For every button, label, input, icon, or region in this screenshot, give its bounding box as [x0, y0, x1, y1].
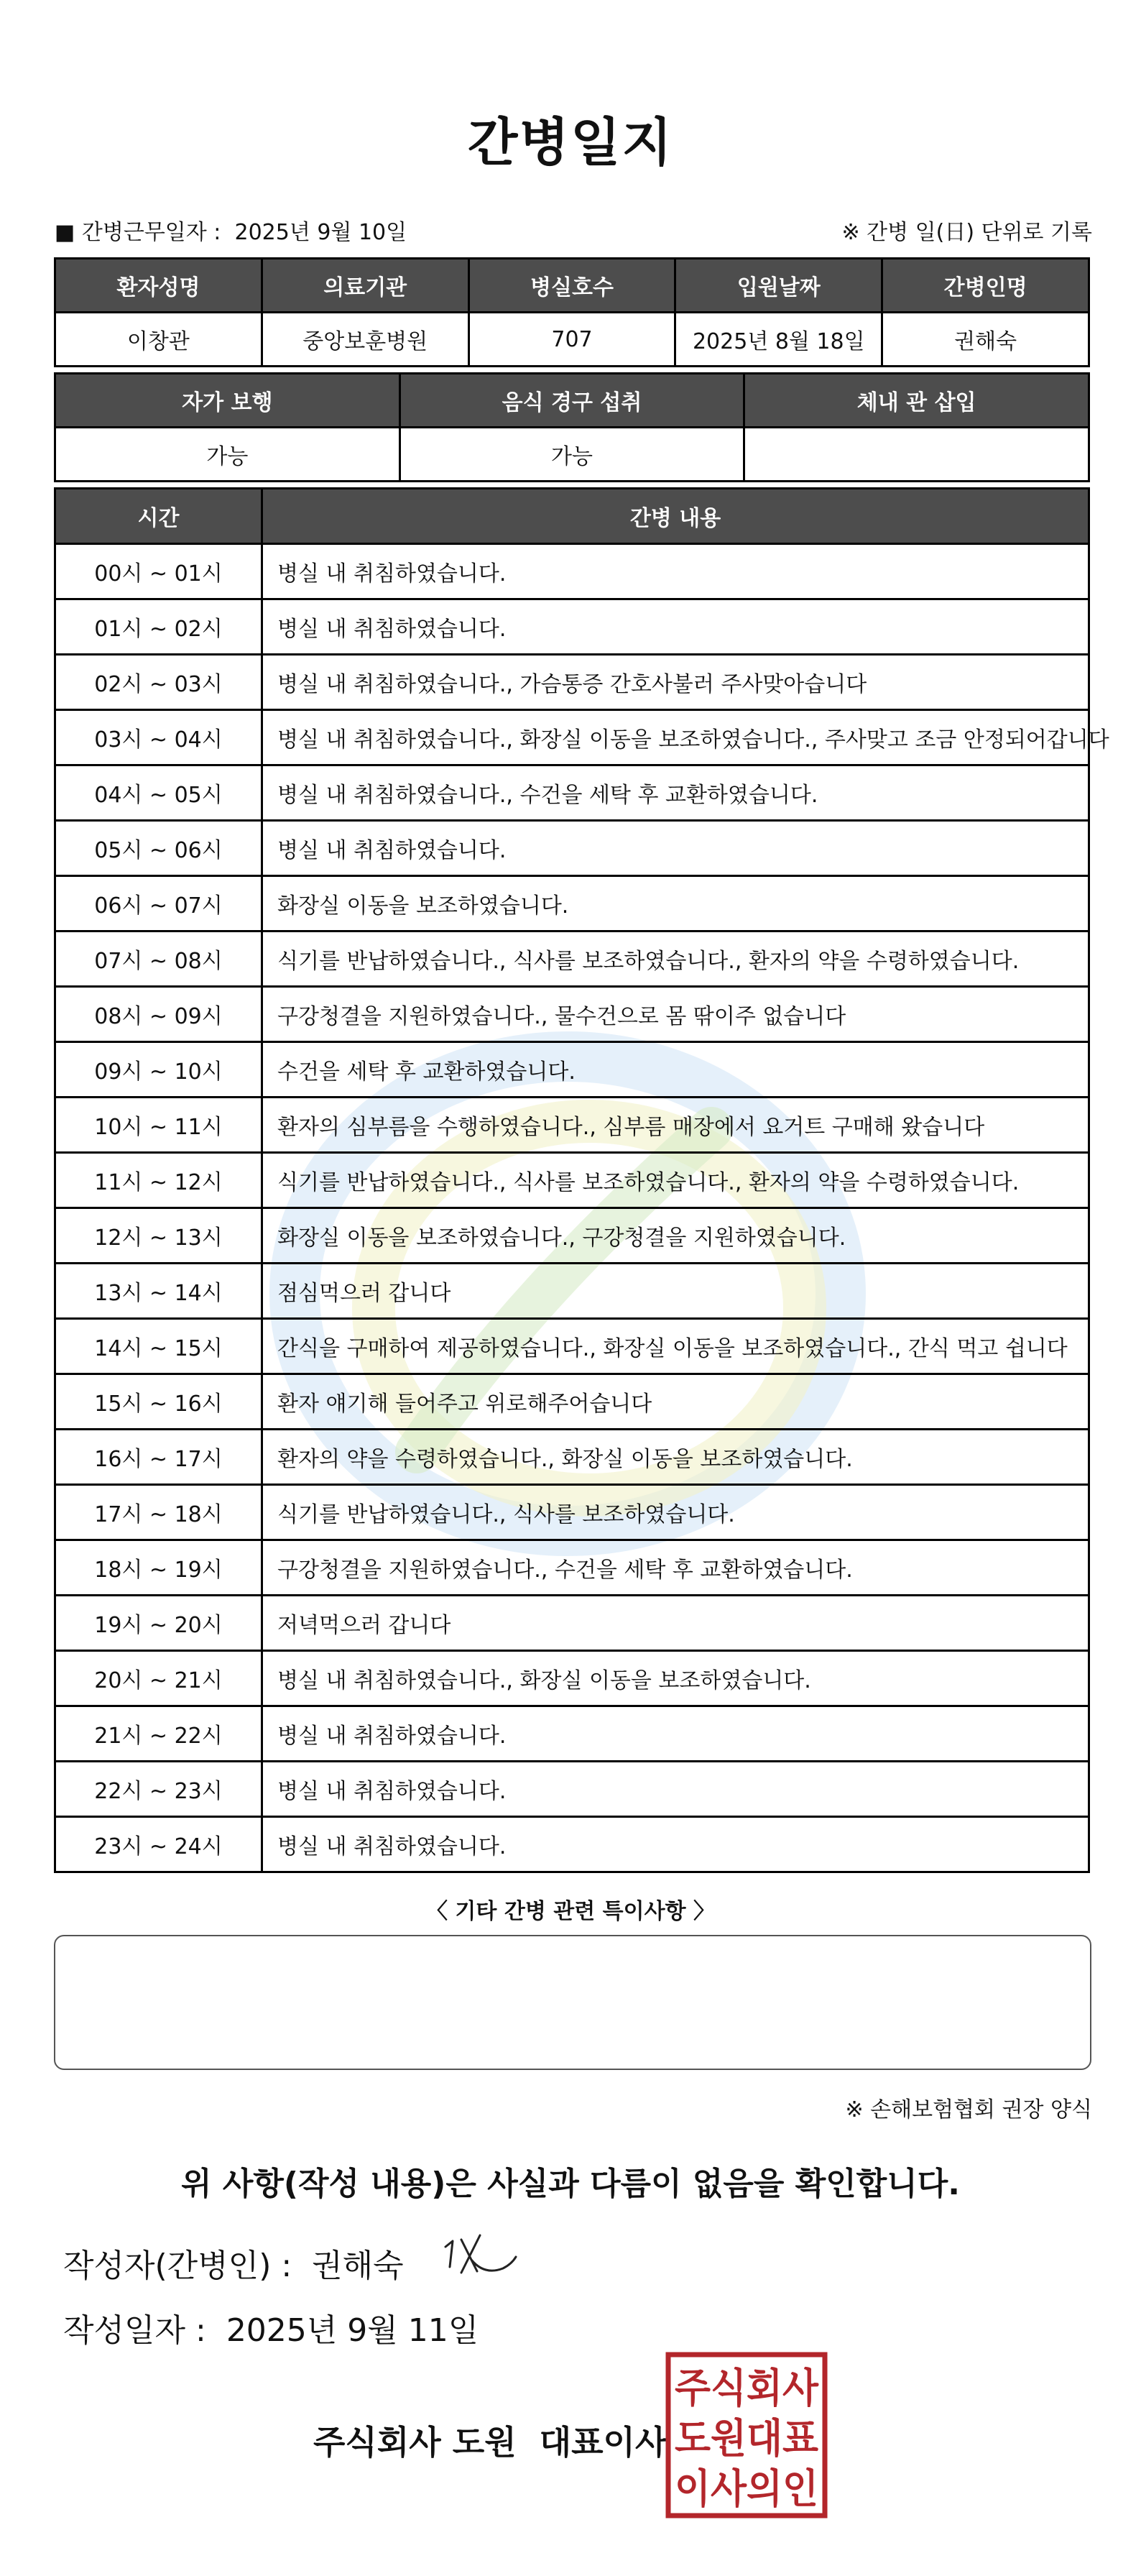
log-row	[55, 655, 1089, 710]
header-self-walking: 자가 보행	[55, 374, 400, 428]
header-tube-insertion: 체내 관 삽입	[744, 374, 1089, 428]
log-time: 13시 ~ 14시	[55, 1264, 262, 1319]
work-date-label: ■ 간병근무일자 :	[55, 220, 221, 245]
oral-intake: 가능	[399, 428, 744, 482]
log-time: 01시 ~ 02시	[55, 599, 262, 655]
log-content: 병실 내 취침하였습니다., 화장실 이동을 보조하였습니다.	[262, 1651, 1089, 1706]
header-care-content: 간병 내용	[262, 489, 1089, 544]
log-content: 저녁먹으러 갑니다	[262, 1596, 1089, 1651]
special-notes-box	[54, 1935, 1091, 2070]
log-content: 식기를 반납하였습니다., 식사를 보조하였습니다., 환자의 약을 수령하였습니다.	[262, 932, 1089, 987]
log-time: 17시 ~ 18시	[55, 1485, 262, 1540]
work-date	[55, 214, 407, 246]
confirmation-statement: 위 사항(작성 내용)은 사실과 다름이 없음을 확인합니다.	[181, 2166, 960, 2202]
log-time: 12시 ~ 13시	[55, 1208, 262, 1264]
log-time: 11시 ~ 12시	[55, 1153, 262, 1208]
log-row	[55, 821, 1089, 876]
log-time: 02시 ~ 03시	[55, 655, 262, 710]
log-row	[55, 1651, 1089, 1706]
unit-note: ※ 간병 일(日) 단위로 기록	[841, 220, 1092, 245]
self-walking: 가능	[55, 428, 400, 482]
log-time: 14시 ~ 15시	[55, 1319, 262, 1374]
log-time: 09시 ~ 10시	[55, 1042, 262, 1098]
log-time: 06시 ~ 07시	[55, 876, 262, 932]
log-row	[55, 932, 1089, 987]
log-time: 04시 ~ 05시	[55, 765, 262, 821]
log-row	[55, 1485, 1089, 1540]
work-date-value: 2025년 9월 10일	[234, 220, 407, 245]
header-caregiver: 간병인명	[882, 259, 1089, 313]
log-content: 환자의 약을 수령하였습니다., 화장실 이동을 보조하였습니다.	[262, 1430, 1089, 1485]
patient-name: 이창관	[55, 313, 262, 367]
signature	[440, 2225, 525, 2283]
log-content: 환자의 심부름을 수행하였습니다., 심부름 매장에서 요거트 구매해 왔습니다	[262, 1098, 1089, 1153]
log-row	[55, 1153, 1089, 1208]
log-content: 화장실 이동을 보조하였습니다., 구강청결을 지원하였습니다.	[262, 1208, 1089, 1264]
writer-line	[63, 2240, 404, 2286]
log-content: 간식을 구매하여 제공하였습니다., 화장실 이동을 보조하였습니다., 간식 먹고 쉽니다	[262, 1319, 1089, 1374]
log-time: 23시 ~ 24시	[55, 1817, 262, 1872]
writer-label: 작성자(간병인) :	[63, 2248, 292, 2284]
patient-info-table	[54, 257, 1090, 367]
written-date-value: 2025년 9월 11일	[226, 2312, 479, 2349]
log-content: 화장실 이동을 보조하였습니다.	[262, 876, 1089, 932]
log-row	[55, 876, 1089, 932]
header-room: 병실호수	[468, 259, 675, 313]
log-row	[55, 1706, 1089, 1762]
hospital: 중앙보훈병원	[262, 313, 468, 367]
header-oral-intake: 음식 경구 섭취	[399, 374, 744, 428]
log-row	[55, 1430, 1089, 1485]
log-content: 환자 얘기해 들어주고 위로해주어습니다	[262, 1374, 1089, 1430]
log-row	[55, 710, 1089, 765]
log-time: 07시 ~ 08시	[55, 932, 262, 987]
seal-line-3: 이사의인	[675, 2466, 818, 2513]
log-row	[55, 1596, 1089, 1651]
log-time: 03시 ~ 04시	[55, 710, 262, 765]
log-row	[55, 1817, 1089, 1872]
log-content: 병실 내 취침하였습니다.	[262, 1817, 1089, 1872]
page-title: 간병일지	[467, 112, 674, 172]
log-row	[55, 1762, 1089, 1817]
written-date-line	[63, 2304, 479, 2350]
log-content: 병실 내 취침하였습니다., 수건을 세탁 후 교환하였습니다.	[262, 765, 1089, 821]
header-admission-date: 입원날짜	[675, 259, 882, 313]
log-content: 구강청결을 지원하였습니다., 물수건으로 몸 딲이주 없습니다	[262, 987, 1089, 1042]
log-row	[55, 544, 1089, 599]
patient-status-table	[54, 372, 1090, 482]
log-content: 병실 내 취침하였습니다.	[262, 1762, 1089, 1817]
log-content: 식기를 반납하였습니다., 식사를 보조하였습니다., 환자의 약을 수령하였습니다.	[262, 1153, 1089, 1208]
log-row	[55, 1374, 1089, 1430]
log-time: 16시 ~ 17시	[55, 1430, 262, 1485]
form-note: ※ 손해보험협회 권장 양식	[845, 2097, 1092, 2122]
log-row	[55, 765, 1089, 821]
log-time: 21시 ~ 22시	[55, 1706, 262, 1762]
log-time: 18시 ~ 19시	[55, 1540, 262, 1596]
log-row	[55, 1264, 1089, 1319]
log-content: 병실 내 취침하였습니다.	[262, 544, 1089, 599]
log-content: 수건을 세탁 후 교환하였습니다.	[262, 1042, 1089, 1098]
special-notes-title: 〈 기타 간병 관련 특이사항 〉	[425, 1899, 716, 1924]
tube-insertion	[744, 428, 1089, 482]
log-time: 08시 ~ 09시	[55, 987, 262, 1042]
log-row	[55, 1042, 1089, 1098]
log-time: 22시 ~ 23시	[55, 1762, 262, 1817]
log-content: 병실 내 취침하였습니다.	[262, 599, 1089, 655]
log-row	[55, 987, 1089, 1042]
written-date-label: 작성일자 :	[63, 2312, 206, 2349]
log-row	[55, 1208, 1089, 1264]
room-number: 707	[468, 313, 675, 367]
log-row	[55, 1319, 1089, 1374]
log-time: 10시 ~ 11시	[55, 1098, 262, 1153]
log-content: 병실 내 취침하였습니다., 화장실 이동을 보조하였습니다., 주사맞고 조금 안정되어갑니다	[262, 710, 1089, 765]
caregiver-name: 권해숙	[882, 313, 1089, 367]
header-hospital: 의료기관	[262, 259, 468, 313]
admission-date: 2025년 8월 18일	[675, 313, 882, 367]
log-content: 구강청결을 지원하였습니다., 수건을 세탁 후 교환하였습니다.	[262, 1540, 1089, 1596]
log-content: 병실 내 취침하였습니다., 가슴통증 간호사불러 주사맞아습니다	[262, 655, 1089, 710]
log-time: 00시 ~ 01시	[55, 544, 262, 599]
seal-line-2: 도원대표	[675, 2416, 818, 2462]
care-log-body	[55, 544, 1109, 1872]
company-seal	[665, 2352, 828, 2518]
log-row	[55, 599, 1089, 655]
care-log-table	[54, 487, 1109, 1873]
log-row	[55, 1098, 1089, 1153]
log-content: 점심먹으러 갑니다	[262, 1264, 1089, 1319]
header-time: 시간	[55, 489, 262, 544]
header-patient-name: 환자성명	[55, 259, 262, 313]
log-content: 병실 내 취침하였습니다.	[262, 821, 1089, 876]
log-content: 식기를 반납하였습니다., 식사를 보조하였습니다.	[262, 1485, 1089, 1540]
writer-name: 권해숙	[312, 2248, 404, 2284]
log-time: 05시 ~ 06시	[55, 821, 262, 876]
log-time: 15시 ~ 16시	[55, 1374, 262, 1430]
log-time: 20시 ~ 21시	[55, 1651, 262, 1706]
seal-line-1: 주식회사	[675, 2365, 819, 2412]
log-time: 19시 ~ 20시	[55, 1596, 262, 1651]
log-content: 병실 내 취침하였습니다.	[262, 1706, 1089, 1762]
log-row	[55, 1540, 1089, 1596]
company-name: 주식회사 도원 대표이사	[313, 2423, 667, 2462]
